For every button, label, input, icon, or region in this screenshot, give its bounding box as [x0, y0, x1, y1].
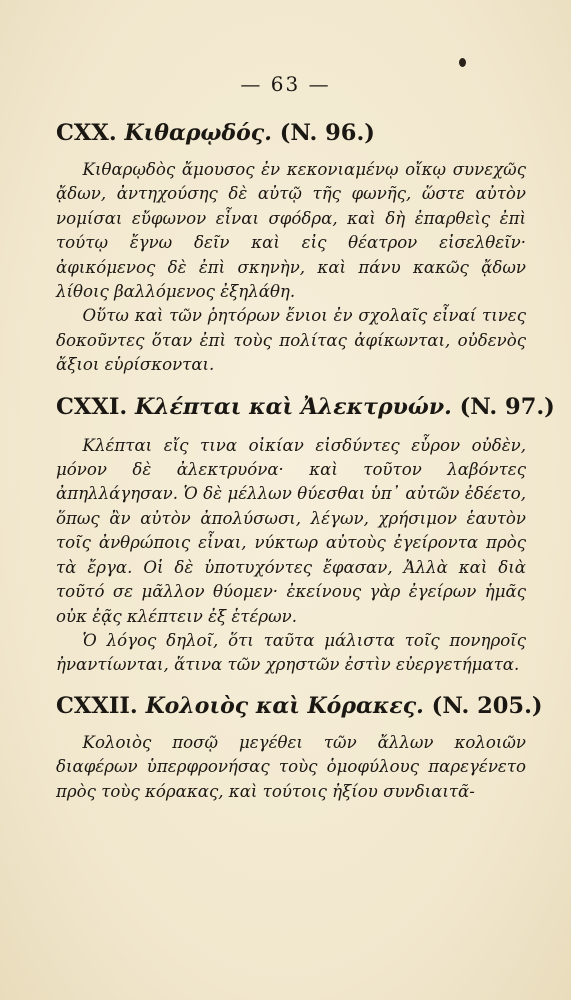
section-reference: (N. 205.) — [431, 692, 543, 719]
section-heading — [56, 392, 555, 422]
section-reference: (N. 97.) — [459, 393, 555, 420]
section-heading — [56, 118, 526, 148]
fable-moral: Ὁ λόγος δηλοῖ, ὅτι ταῦτα μάλιστα τοῖς πονηροῖς ἠναντίωνται, ἅτινα τῶν χρηστῶν ἐστὶν εὐεργετήματα. — [56, 630, 526, 675]
section-heading — [56, 691, 543, 721]
fable-text: Κολοιὸς ποσῷ μεγέθει τῶν ἄλλων κολοιῶν διαφέρων ὑπερφρονήσας τοὺς ὁμοφύλους παρεγένετο πρὸς τοὺς κόρακας, καὶ τούτοις ἠξίου συνδιαιτᾶ- — [56, 732, 526, 801]
section-title: Κιθαρῳδός. — [124, 120, 272, 146]
section-number: CXXI. — [56, 393, 128, 420]
section-number: CXXII. — [56, 692, 138, 719]
section-title: Κλέπται καὶ Ἀλεκτρυών. — [135, 393, 452, 420]
section-number: CXX. — [56, 120, 117, 146]
section-gap — [56, 378, 526, 392]
section-reference: (N. 96.) — [279, 120, 375, 146]
fable-moral: Οὕτω καὶ τῶν ῥητόρων ἔνιοι ἐν σχολαῖς εἶναί τινες δοκοῦντες ὅταν ἐπὶ τοὺς πολίτας ἀφίκωνται, οὐδενὸς ἄξιοι εὑρίσκονται. — [56, 306, 526, 375]
section-title: Κολοιὸς καὶ Κόρακες. — [145, 692, 424, 719]
section-gap — [56, 678, 526, 691]
fable-text: Κιθαρῳδὸς ἄμουσος ἐν κεκονιαμένῳ οἴκῳ συνεχῶς ᾄδων, ἀντηχούσης δὲ αὐτῷ τῆς φωνῆς, ὥστε αὐτὸν νομίσαι εὔφωνον εἶναι σφόδρα, καὶ δὴ ἐπαρθεὶς ἐπὶ τούτῳ ἔγνω δεῖν καὶ εἰς θέατρον εἰσελθεῖν· ἀφικόμενος δὲ ἐπὶ σκηνὴν, καὶ πάνυ κακῶς ᾄδων λίθοις βαλλόμενος ἐξηλάθη. — [56, 160, 526, 302]
page-number: — 63 — — [240, 72, 331, 96]
ink-spot — [459, 58, 466, 67]
fable-text: Κλέπται εἴς τινα οἰκίαν εἰσδύντες εὗρον οὐδὲν, μόνον δὲ ἀλεκτρυόνα· καὶ τοῦτον λαβόντες ἀπηλλάγησαν. Ὁ δὲ μέλλων θύεσθαι ὑπ᾽ αὐτῶν ἐδέετο, ὅπως ἂν αὐτὸν ἀπολύσωσι, λέγων, χρήσιμον ἑαυτὸν τοῖς ἀνθρώποις εἶναι, νύκτωρ αὐτοὺς ἐγείροντα πρὸς τὰ ἔργα. Οἱ δὲ ὑποτυχόντες ἔφασαν, Ἀλλὰ καὶ διὰ τοῦτό σε μᾶλλον θύομεν· ἐκείνους γὰρ ἐγείρων ἡμᾶς οὐκ ἐᾷς κλέπτειν ἐξ ἑτέρων. — [56, 435, 526, 626]
page-body — [56, 118, 555, 804]
